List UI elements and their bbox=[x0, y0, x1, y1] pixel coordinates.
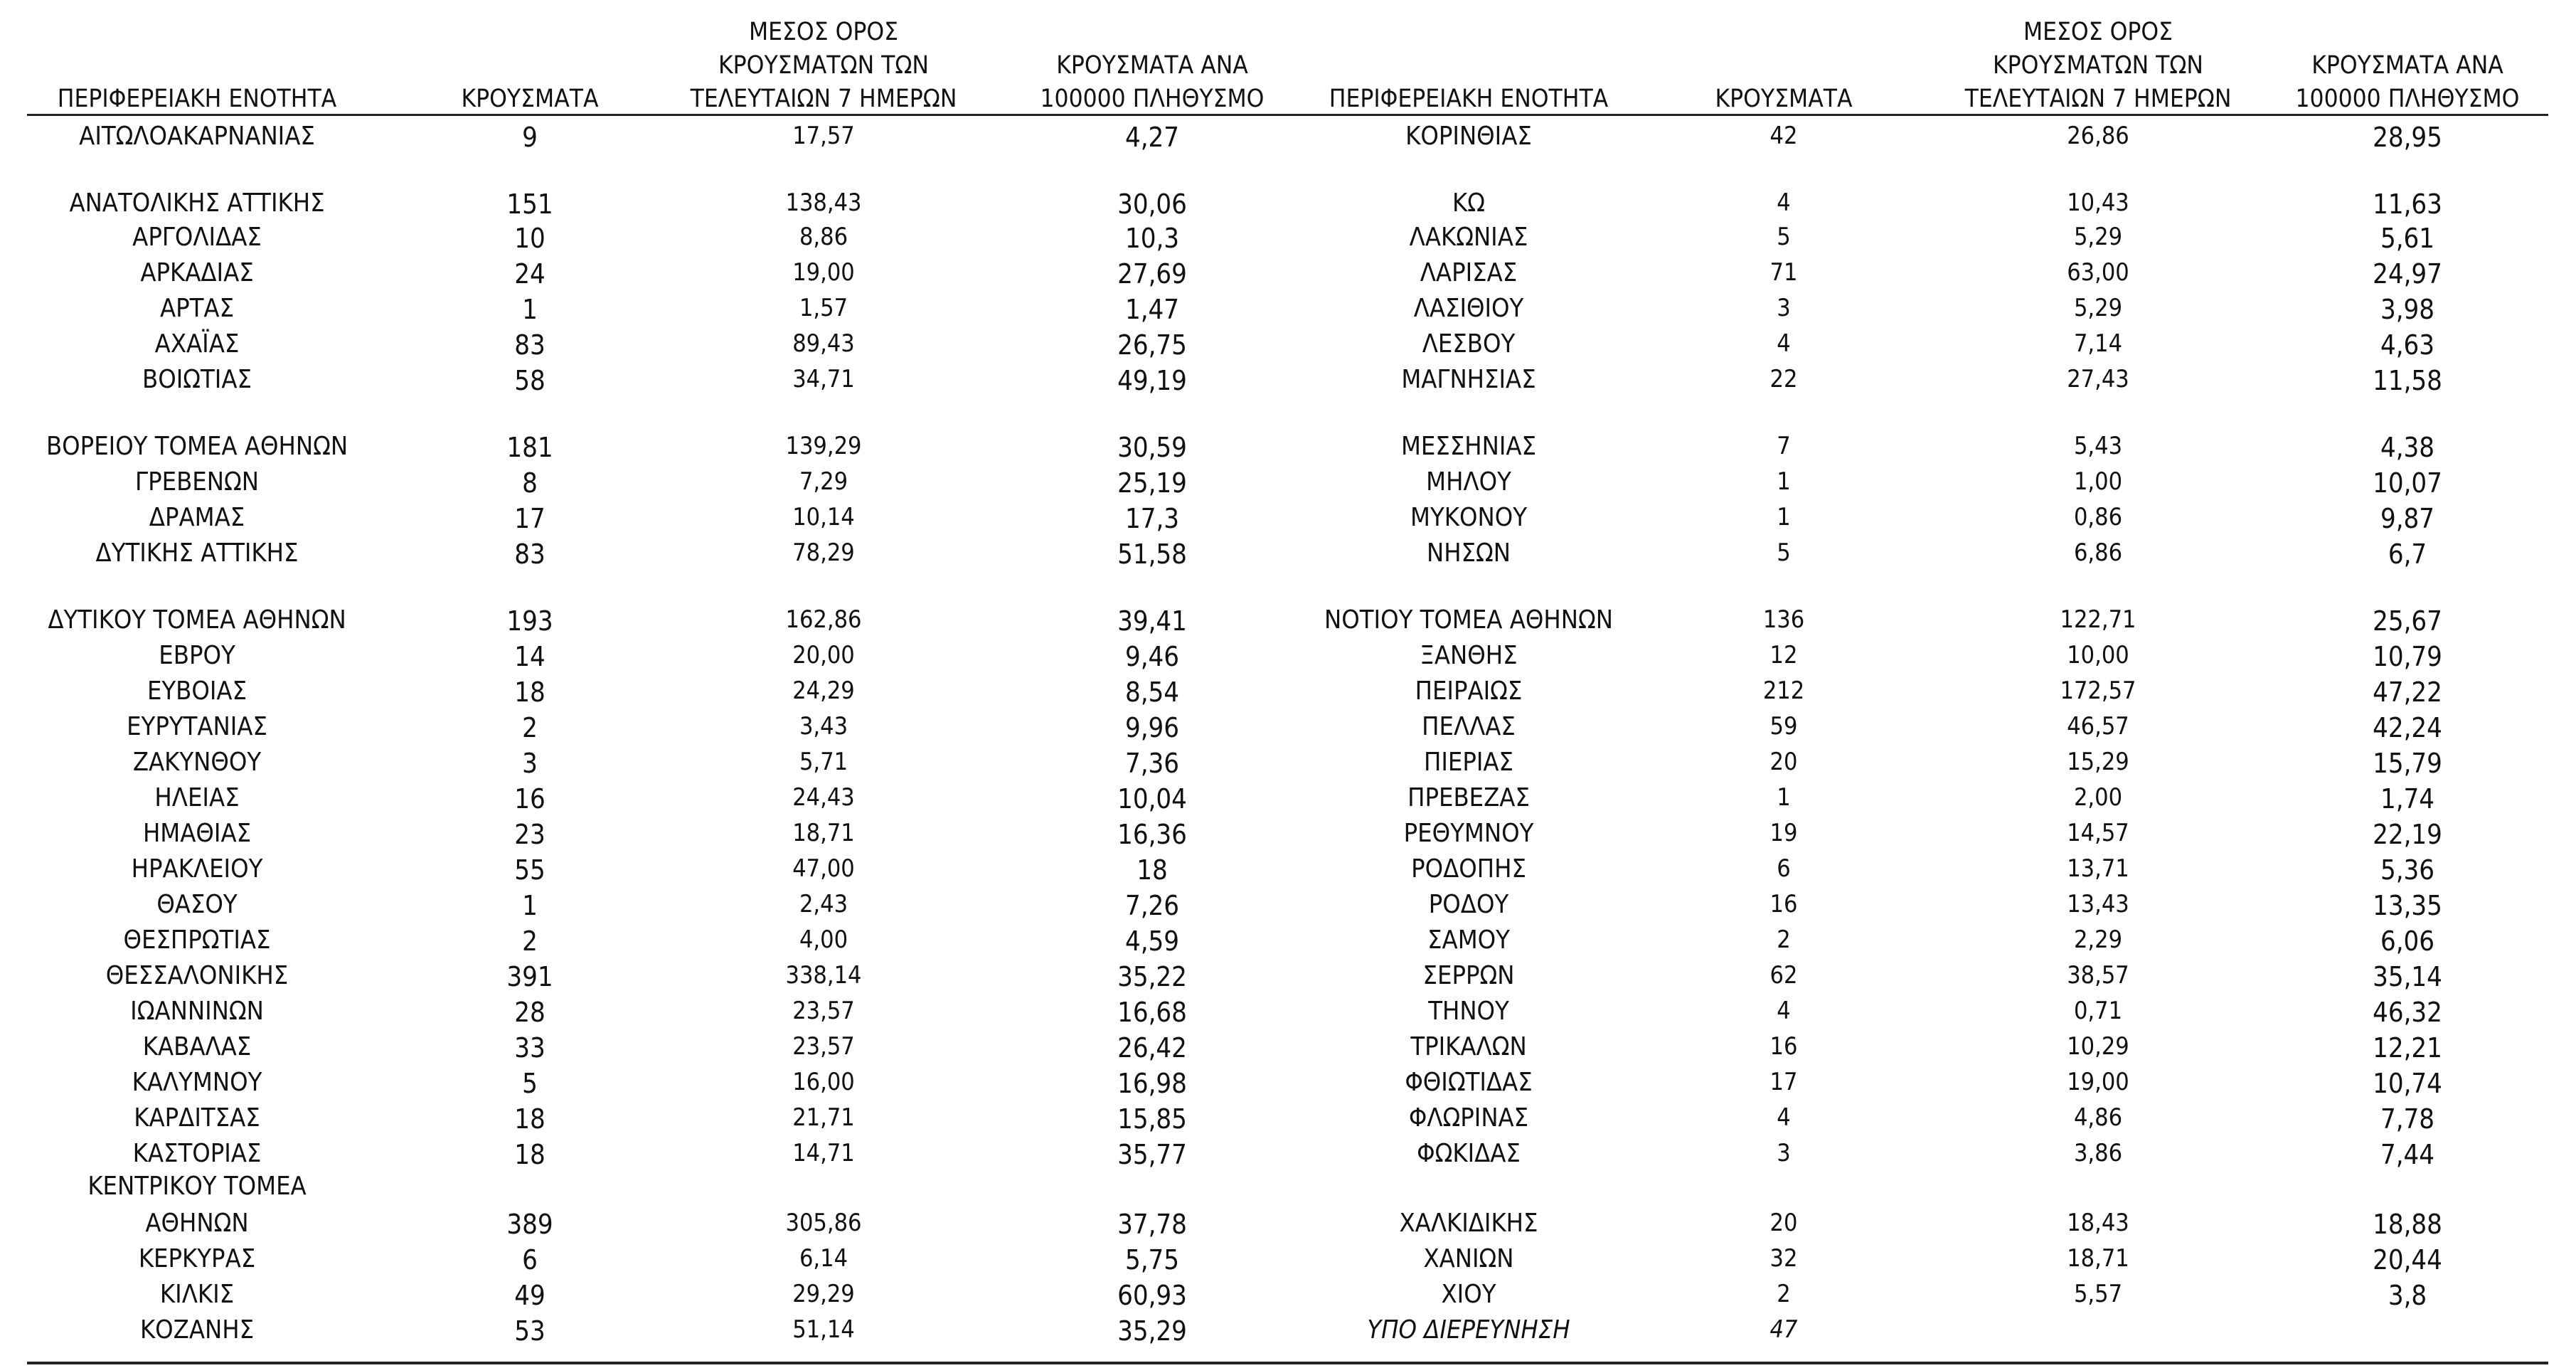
right-row-avg7: 13,71 bbox=[2067, 854, 2129, 883]
right-row-cases: 16 bbox=[1769, 890, 1798, 918]
right-header-cases: ΚΡΟΥΣΜΑΤΑ bbox=[1715, 85, 1853, 113]
left-row-per100k: 16,98 bbox=[1117, 1068, 1187, 1099]
right-row-region: ΠΕΙΡΑΙΩΣ bbox=[1415, 677, 1523, 706]
right-row-avg7: 18,71 bbox=[2067, 1244, 2129, 1273]
left-row-per100k: 7,36 bbox=[1124, 748, 1180, 779]
left-row-cases: 2 bbox=[522, 926, 538, 957]
right-row-avg7: 18,43 bbox=[2067, 1209, 2129, 1237]
right-row-cases: 2 bbox=[1777, 926, 1791, 954]
left-row-cases: 24 bbox=[514, 258, 545, 290]
right-row-region: ΝΟΤΙΟΥ ΤΟΜΕΑ ΑΘΗΝΩΝ bbox=[1324, 605, 1613, 635]
left-row-per100k: 39,41 bbox=[1117, 605, 1187, 637]
left-row-region: ΚΑΡΔΙΤΣΑΣ bbox=[134, 1103, 260, 1133]
left-row-avg7: 24,43 bbox=[792, 783, 855, 812]
left-row-region: ΚΑΣΤΟΡΙΑΣ bbox=[132, 1139, 262, 1168]
bottom-rule bbox=[27, 1362, 2548, 1364]
right-row-cases: 47 bbox=[1769, 1315, 1798, 1344]
right-row-region: ΛΑΡΙΣΑΣ bbox=[1420, 258, 1518, 287]
left-row-avg7: 7,29 bbox=[799, 467, 848, 496]
right-row-cases: 4 bbox=[1777, 329, 1791, 358]
right-row-cases: 42 bbox=[1769, 122, 1798, 150]
right-row-region: ΤΗΝΟΥ bbox=[1428, 997, 1509, 1026]
left-row-avg7: 2,43 bbox=[799, 890, 848, 918]
right-row-region: ΛΑΚΩΝΙΑΣ bbox=[1409, 223, 1528, 252]
left-row-region: ΚΑΒΑΛΑΣ bbox=[142, 1032, 252, 1061]
right-row-region: ΞΑΝΘΗΣ bbox=[1420, 641, 1518, 670]
right-row-avg7: 7,14 bbox=[2073, 329, 2123, 358]
left-row-region: ΗΛΕΙΑΣ bbox=[154, 783, 240, 812]
right-row-per100k: 18,88 bbox=[2373, 1209, 2442, 1240]
left-row-region: ΒΟΙΩΤΙΑΣ bbox=[142, 365, 252, 394]
right-row-avg7: 5,43 bbox=[2073, 432, 2123, 460]
right-row-per100k: 4,63 bbox=[2380, 329, 2435, 361]
left-header-avg7-line1: ΜΕΣΟΣ ΟΡΟΣ bbox=[748, 18, 899, 46]
right-row-avg7: 38,57 bbox=[2067, 961, 2129, 990]
right-row-avg7: 46,57 bbox=[2067, 712, 2129, 741]
left-row-region: ΔΥΤΙΚΗΣ ΑΤΤΙΚΗΣ bbox=[95, 539, 299, 568]
left-row-cases: 9 bbox=[522, 122, 538, 153]
right-row-region: ΜΑΓΝΗΣΙΑΣ bbox=[1401, 365, 1536, 394]
right-row-region: ΜΕΣΣΗΝΙΑΣ bbox=[1400, 432, 1537, 461]
right-row-avg7: 13,43 bbox=[2067, 890, 2129, 918]
right-row-region: ΦΛΩΡΙΝΑΣ bbox=[1408, 1103, 1529, 1133]
right-row-region: ΠΡΕΒΕΖΑΣ bbox=[1407, 783, 1530, 812]
left-row-region: ΚΕΡΚΥΡΑΣ bbox=[138, 1244, 256, 1273]
left-row-region: ΔΡΑΜΑΣ bbox=[149, 503, 245, 532]
left-row-cases: 16 bbox=[514, 783, 545, 815]
left-row-region: ΕΒΡΟΥ bbox=[159, 641, 235, 670]
right-row-region: ΠΙΕΡΙΑΣ bbox=[1423, 748, 1514, 777]
right-row-per100k: 15,79 bbox=[2373, 748, 2442, 779]
right-row-cases: 136 bbox=[1762, 605, 1805, 634]
right-row-avg7: 0,86 bbox=[2073, 503, 2123, 531]
right-row-cases: 4 bbox=[1777, 189, 1791, 217]
right-row-avg7: 1,00 bbox=[2073, 467, 2123, 496]
right-row-per100k: 4,38 bbox=[2380, 432, 2435, 463]
right-row-avg7: 10,29 bbox=[2067, 1032, 2129, 1061]
right-row-per100k: 12,21 bbox=[2373, 1032, 2442, 1064]
right-header-per100k-line1: ΚΡΟΥΣΜΑΤΑ ΑΝΑ bbox=[2311, 51, 2503, 80]
right-row-region: ΚΟΡΙΝΘΙΑΣ bbox=[1405, 122, 1532, 151]
left-row-cases: 193 bbox=[506, 605, 553, 637]
left-row-region: ΕΥΒΟΙΑΣ bbox=[147, 677, 248, 706]
left-row-avg7: 19,00 bbox=[792, 258, 855, 287]
left-row-avg7: 20,00 bbox=[792, 641, 855, 669]
left-row-cases: 8 bbox=[522, 467, 538, 499]
right-row-cases: 212 bbox=[1762, 677, 1805, 705]
left-row-cases: 2 bbox=[522, 712, 538, 743]
right-row-region: ΜΗΛΟΥ bbox=[1426, 467, 1511, 497]
right-row-cases: 71 bbox=[1769, 258, 1798, 287]
right-row-avg7: 172,57 bbox=[2060, 677, 2136, 705]
left-header-region: ΠΕΡΙΦΕΡΕΙΑΚΗ ΕΝΟΤΗΤΑ bbox=[57, 85, 337, 113]
right-row-per100k: 28,95 bbox=[2373, 122, 2442, 153]
left-row-per100k: 10,04 bbox=[1117, 783, 1187, 815]
left-row-avg7: 6,14 bbox=[799, 1244, 848, 1273]
right-row-region: ΧΑΛΚΙΔΙΚΗΣ bbox=[1399, 1209, 1538, 1238]
left-row-region: ΑΝΑΤΟΛΙΚΗΣ ΑΤΤΙΚΗΣ bbox=[69, 189, 325, 218]
right-row-region: ΡΟΔΟΠΗΣ bbox=[1411, 854, 1526, 884]
right-row-cases: 4 bbox=[1777, 1103, 1791, 1132]
left-row-avg7: 47,00 bbox=[792, 854, 855, 883]
left-row-avg7: 16,00 bbox=[792, 1068, 855, 1096]
left-row-region: ΔΥΤΙΚΟΥ ΤΟΜΕΑ ΑΘΗΝΩΝ bbox=[48, 605, 346, 635]
left-row-avg7: 21,71 bbox=[792, 1103, 855, 1132]
left-header-cases: ΚΡΟΥΣΜΑΤΑ bbox=[461, 85, 599, 113]
left-row-cases: 17 bbox=[514, 503, 545, 534]
left-row-region: ΒΟΡΕΙΟΥ ΤΟΜΕΑ ΑΘΗΝΩΝ bbox=[46, 432, 348, 461]
left-row-per100k: 10,3 bbox=[1124, 223, 1180, 254]
right-row-per100k: 22,19 bbox=[2373, 819, 2442, 850]
right-row-region: ΚΩ bbox=[1452, 189, 1485, 218]
left-row-per100k: 35,77 bbox=[1117, 1139, 1187, 1170]
right-row-avg7: 10,43 bbox=[2067, 189, 2129, 217]
right-row-cases: 4 bbox=[1777, 997, 1791, 1025]
left-row-cases: 6 bbox=[522, 1244, 538, 1276]
left-row-cases: 151 bbox=[506, 189, 553, 220]
right-header-region: ΠΕΡΙΦΕΡΕΙΑΚΗ ΕΝΟΤΗΤΑ bbox=[1329, 85, 1609, 113]
right-row-per100k: 10,07 bbox=[2373, 467, 2442, 499]
right-row-avg7: 0,71 bbox=[2073, 997, 2123, 1025]
right-row-cases: 3 bbox=[1777, 294, 1791, 322]
right-row-cases: 20 bbox=[1769, 748, 1798, 776]
right-row-avg7: 6,86 bbox=[2073, 539, 2123, 567]
left-header-per100k-line1: ΚΡΟΥΣΜΑΤΑ ΑΝΑ bbox=[1056, 51, 1248, 80]
right-row-per100k: 9,87 bbox=[2380, 503, 2435, 534]
left-row-region: ΓΡΕΒΕΝΩΝ bbox=[135, 467, 259, 497]
right-row-per100k: 42,24 bbox=[2373, 712, 2442, 743]
right-row-region: ΡΕΘΥΜΝΟΥ bbox=[1403, 819, 1534, 848]
right-row-region: ΝΗΣΩΝ bbox=[1426, 539, 1511, 568]
left-row-avg7: 338,14 bbox=[785, 961, 862, 990]
left-row-per100k: 5,75 bbox=[1124, 1244, 1180, 1276]
right-row-avg7: 19,00 bbox=[2067, 1068, 2129, 1096]
left-row-per100k: 35,22 bbox=[1117, 961, 1187, 992]
right-row-region: ΛΑΣΙΘΙΟΥ bbox=[1413, 294, 1524, 323]
left-row-cases: 33 bbox=[514, 1032, 545, 1064]
left-row-cases: 14 bbox=[514, 641, 545, 672]
left-row-per100k: 17,3 bbox=[1124, 503, 1180, 534]
left-row-per100k: 26,75 bbox=[1117, 329, 1187, 361]
left-row-cases: 181 bbox=[506, 432, 553, 463]
left-row-cases: 389 bbox=[506, 1209, 553, 1240]
right-row-cases: 1 bbox=[1777, 467, 1791, 496]
left-row-region: ΗΜΑΘΙΑΣ bbox=[142, 819, 252, 848]
right-row-avg7: 14,57 bbox=[2067, 819, 2129, 847]
right-row-cases: 2 bbox=[1777, 1280, 1791, 1308]
left-row-region: ΑΡΤΑΣ bbox=[159, 294, 235, 323]
left-row-per100k: 8,54 bbox=[1124, 677, 1180, 708]
right-header-avg7-line2: ΚΡΟΥΣΜΑΤΩΝ ΤΩΝ bbox=[1993, 51, 2203, 80]
left-row-avg7: 34,71 bbox=[792, 365, 855, 393]
right-row-per100k: 7,44 bbox=[2380, 1139, 2435, 1170]
right-row-per100k: 20,44 bbox=[2373, 1244, 2442, 1276]
right-row-per100k: 24,97 bbox=[2373, 258, 2442, 290]
right-row-per100k: 6,7 bbox=[2388, 539, 2427, 570]
left-row-region: ΕΥΡΥΤΑΝΙΑΣ bbox=[127, 712, 267, 741]
left-row-per100k: 25,19 bbox=[1117, 467, 1187, 499]
left-row-avg7: 18,71 bbox=[792, 819, 855, 847]
right-row-per100k: 3,8 bbox=[2388, 1280, 2427, 1311]
left-row-cases: 23 bbox=[514, 819, 545, 850]
right-row-per100k: 46,32 bbox=[2373, 997, 2442, 1028]
left-row-cases: 83 bbox=[514, 539, 545, 570]
right-row-avg7: 5,57 bbox=[2073, 1280, 2123, 1308]
right-row-region: ΜΥΚΟΝΟΥ bbox=[1410, 503, 1527, 532]
left-row-cases: 55 bbox=[514, 854, 545, 886]
left-row-region: ΑΘΗΝΩΝ bbox=[145, 1209, 249, 1238]
left-header-per100k-line2: 100000 ΠΛΗΘΥΣΜΟ bbox=[1040, 85, 1265, 113]
left-row-cases: 53 bbox=[514, 1315, 545, 1347]
left-row-per100k: 18 bbox=[1137, 854, 1168, 886]
left-header-avg7-line2: ΚΡΟΥΣΜΑΤΩΝ ΤΩΝ bbox=[718, 51, 929, 80]
right-row-per100k: 7,78 bbox=[2380, 1103, 2435, 1135]
right-row-avg7: 15,29 bbox=[2067, 748, 2129, 776]
left-row-region: ΚΟΖΑΝΗΣ bbox=[139, 1315, 255, 1345]
right-row-avg7: 27,43 bbox=[2067, 365, 2129, 393]
right-row-per100k: 5,61 bbox=[2380, 223, 2435, 254]
left-row-avg7: 1,57 bbox=[799, 294, 848, 322]
right-row-avg7: 5,29 bbox=[2073, 294, 2123, 322]
left-row-per100k: 4,27 bbox=[1124, 122, 1180, 153]
left-row-region: ΚΙΛΚΙΣ bbox=[159, 1280, 235, 1309]
right-row-avg7: 10,00 bbox=[2067, 641, 2129, 669]
left-row-per100k: 49,19 bbox=[1117, 365, 1187, 396]
left-row-per100k: 37,78 bbox=[1117, 1209, 1187, 1240]
left-row-region: ΗΡΑΚΛΕΙΟΥ bbox=[131, 854, 263, 884]
left-row-per100k: 27,69 bbox=[1117, 258, 1187, 290]
right-row-region: ΠΕΛΛΑΣ bbox=[1422, 712, 1516, 741]
right-row-avg7: 63,00 bbox=[2067, 258, 2129, 287]
left-row-avg7: 10,14 bbox=[792, 503, 855, 531]
right-row-per100k: 11,58 bbox=[2373, 365, 2442, 396]
right-row-region: ΦΩΚΙΔΑΣ bbox=[1417, 1139, 1521, 1168]
left-row-cases: 3 bbox=[522, 748, 538, 779]
right-row-avg7: 3,86 bbox=[2073, 1139, 2123, 1167]
left-row-avg7: 51,14 bbox=[792, 1315, 855, 1344]
left-row-avg7: 3,43 bbox=[799, 712, 848, 741]
left-row-per100k: 30,06 bbox=[1117, 189, 1187, 220]
left-row-avg7: 78,29 bbox=[792, 539, 855, 567]
left-row-per100k: 26,42 bbox=[1117, 1032, 1187, 1064]
right-row-per100k: 10,74 bbox=[2373, 1068, 2442, 1099]
left-row-region: ΑΡΚΑΔΙΑΣ bbox=[140, 258, 254, 287]
right-row-per100k: 10,79 bbox=[2373, 641, 2442, 672]
right-row-region: ΥΠΟ ΔΙΕΡΕΥΝΗΣΗ bbox=[1367, 1315, 1570, 1345]
left-row-per100k: 51,58 bbox=[1117, 539, 1187, 570]
left-row-region: ΖΑΚΥΝΘΟΥ bbox=[132, 748, 262, 777]
right-row-region: ΡΟΔΟΥ bbox=[1428, 890, 1509, 919]
left-row-per100k: 9,46 bbox=[1124, 641, 1180, 672]
left-row-avg7: 17,57 bbox=[792, 122, 855, 150]
right-row-per100k: 6,06 bbox=[2380, 926, 2435, 957]
right-row-cases: 3 bbox=[1777, 1139, 1791, 1167]
left-row-avg7: 8,86 bbox=[799, 223, 848, 251]
left-row-cases: 391 bbox=[506, 961, 553, 992]
right-row-per100k: 1,74 bbox=[2380, 783, 2435, 815]
left-row-cases: 5 bbox=[522, 1068, 538, 1099]
right-row-per100k: 25,67 bbox=[2373, 605, 2442, 637]
left-row-avg7: 162,86 bbox=[785, 605, 862, 634]
left-row-region: ΑΡΓΟΛΙΔΑΣ bbox=[132, 223, 262, 252]
left-row-avg7: 138,43 bbox=[785, 189, 862, 217]
left-row-avg7: 23,57 bbox=[792, 997, 855, 1025]
right-row-cases: 22 bbox=[1769, 365, 1798, 393]
left-row-per100k: 16,68 bbox=[1117, 997, 1187, 1028]
left-row-region: ΚΕΝΤΡΙΚΟΥ ΤΟΜΕΑ bbox=[87, 1172, 307, 1201]
right-row-region: ΦΘΙΩΤΙΔΑΣ bbox=[1405, 1068, 1533, 1097]
left-row-cases: 18 bbox=[514, 677, 545, 708]
right-row-per100k: 5,36 bbox=[2380, 854, 2435, 886]
left-row-cases: 18 bbox=[514, 1103, 545, 1135]
right-row-cases: 7 bbox=[1777, 432, 1791, 460]
right-row-cases: 1 bbox=[1777, 503, 1791, 531]
left-row-avg7: 89,43 bbox=[792, 329, 855, 358]
left-row-per100k: 1,47 bbox=[1124, 294, 1180, 325]
right-row-cases: 16 bbox=[1769, 1032, 1798, 1061]
right-row-per100k: 11,63 bbox=[2373, 189, 2442, 220]
right-row-avg7: 2,29 bbox=[2073, 926, 2123, 954]
right-row-cases: 62 bbox=[1769, 961, 1798, 990]
left-row-region: ΘΕΣΣΑΛΟΝΙΚΗΣ bbox=[105, 961, 289, 990]
left-row-per100k: 35,29 bbox=[1117, 1315, 1187, 1347]
left-row-cases: 10 bbox=[514, 223, 545, 254]
left-row-region: ΘΑΣΟΥ bbox=[156, 890, 238, 919]
right-row-region: ΛΕΣΒΟΥ bbox=[1422, 329, 1516, 359]
right-row-cases: 1 bbox=[1777, 783, 1791, 812]
header-rule bbox=[27, 114, 2548, 116]
right-header-avg7-line1: ΜΕΣΟΣ ΟΡΟΣ bbox=[2023, 18, 2173, 46]
right-row-cases: 20 bbox=[1769, 1209, 1798, 1237]
left-row-per100k: 9,96 bbox=[1124, 712, 1180, 743]
right-row-region: ΣΕΡΡΩΝ bbox=[1422, 961, 1515, 990]
right-row-cases: 6 bbox=[1777, 854, 1791, 883]
right-row-cases: 5 bbox=[1777, 223, 1791, 251]
right-row-cases: 32 bbox=[1769, 1244, 1798, 1273]
right-row-per100k: 47,22 bbox=[2373, 677, 2442, 708]
left-row-cases: 49 bbox=[514, 1280, 545, 1311]
left-row-per100k: 7,26 bbox=[1124, 890, 1180, 921]
left-row-cases: 28 bbox=[514, 997, 545, 1028]
right-header-avg7-line3: ΤΕΛΕΥΤΑΙΩΝ 7 ΗΜΕΡΩΝ bbox=[1964, 85, 2232, 113]
right-row-avg7: 26,86 bbox=[2067, 122, 2129, 150]
right-row-per100k: 3,98 bbox=[2380, 294, 2435, 325]
left-row-cases: 1 bbox=[522, 294, 538, 325]
left-row-avg7: 5,71 bbox=[799, 748, 848, 776]
right-row-cases: 59 bbox=[1769, 712, 1798, 741]
right-row-cases: 19 bbox=[1769, 819, 1798, 847]
left-row-avg7: 24,29 bbox=[792, 677, 855, 705]
right-row-avg7: 5,29 bbox=[2073, 223, 2123, 251]
right-row-avg7: 2,00 bbox=[2073, 783, 2123, 812]
left-row-region: ΑΧΑΪΑΣ bbox=[154, 329, 240, 359]
right-row-region: ΤΡΙΚΑΛΩΝ bbox=[1410, 1032, 1527, 1061]
right-row-region: ΣΑΜΟΥ bbox=[1427, 926, 1510, 955]
left-row-avg7: 29,29 bbox=[792, 1280, 855, 1308]
right-row-per100k: 35,14 bbox=[2373, 961, 2442, 992]
left-row-per100k: 60,93 bbox=[1117, 1280, 1187, 1311]
left-row-region: ΘΕΣΠΡΩΤΙΑΣ bbox=[123, 926, 271, 955]
right-row-per100k: 13,35 bbox=[2373, 890, 2442, 921]
left-row-cases: 18 bbox=[514, 1139, 545, 1170]
right-row-cases: 12 bbox=[1769, 641, 1798, 669]
right-header-per100k-line2: 100000 ΠΛΗΘΥΣΜΟ bbox=[2295, 85, 2520, 113]
left-row-avg7: 23,57 bbox=[792, 1032, 855, 1061]
left-row-cases: 1 bbox=[522, 890, 538, 921]
left-row-avg7: 4,00 bbox=[799, 926, 848, 954]
left-row-avg7: 14,71 bbox=[792, 1139, 855, 1167]
left-row-cases: 58 bbox=[514, 365, 545, 396]
left-row-region: ΙΩΑΝΝΙΝΩΝ bbox=[130, 997, 264, 1026]
left-row-avg7: 305,86 bbox=[785, 1209, 862, 1237]
right-row-avg7: 4,86 bbox=[2073, 1103, 2123, 1132]
right-row-cases: 5 bbox=[1777, 539, 1791, 567]
right-row-avg7: 122,71 bbox=[2060, 605, 2136, 634]
left-row-per100k: 15,85 bbox=[1117, 1103, 1187, 1135]
left-row-region: ΑΙΤΩΛΟΑΚΑΡΝΑΝΙΑΣ bbox=[79, 122, 315, 151]
left-row-per100k: 30,59 bbox=[1117, 432, 1187, 463]
left-header-avg7-line3: ΤΕΛΕΥΤΑΙΩΝ 7 ΗΜΕΡΩΝ bbox=[690, 85, 957, 113]
left-row-cases: 83 bbox=[514, 329, 545, 361]
right-row-region: ΧΙΟΥ bbox=[1441, 1280, 1496, 1309]
left-row-avg7: 139,29 bbox=[785, 432, 862, 460]
right-row-cases: 17 bbox=[1769, 1068, 1798, 1096]
left-row-region: ΚΑΛΥΜΝΟΥ bbox=[132, 1068, 262, 1097]
left-row-per100k: 4,59 bbox=[1124, 926, 1180, 957]
left-row-per100k: 16,36 bbox=[1117, 819, 1187, 850]
right-row-region: ΧΑΝΙΩΝ bbox=[1423, 1244, 1514, 1273]
